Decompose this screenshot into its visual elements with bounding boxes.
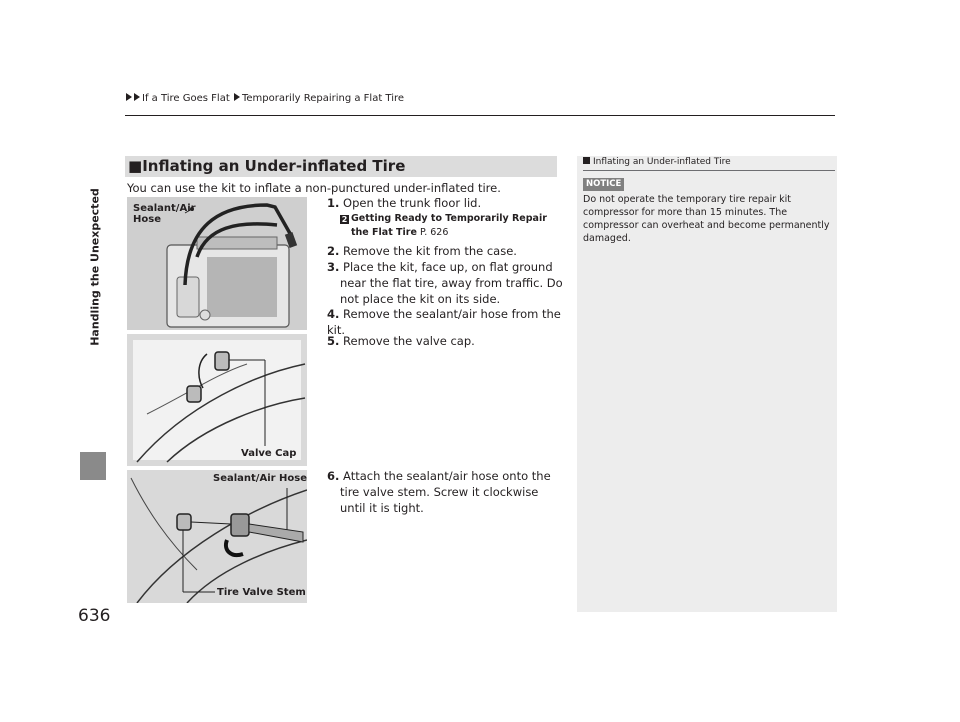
kit-hose-label: Sealant/Air Hose	[133, 203, 196, 225]
chapter-side-label: Handling the Unexpected	[88, 188, 102, 346]
step-1: 1. Open the trunk floor lid.	[327, 196, 482, 210]
step-4: 4. Remove the sealant/air hose from the kit.	[327, 307, 561, 337]
note-marker-icon	[583, 157, 590, 164]
breadcrumb-arrow-icon	[126, 93, 132, 101]
section-title: ■Inflating an Under-inflated Tire	[128, 157, 406, 175]
chapter-tab[interactable]	[80, 452, 106, 480]
valve-cap-illustration	[127, 334, 307, 466]
step-5: 5. Remove the valve cap.	[327, 334, 475, 348]
breadcrumb-arrow-icon	[134, 93, 140, 101]
breadcrumb-arrow-icon	[234, 93, 240, 101]
valve-stem-label: Tire Valve Stem	[217, 587, 306, 598]
section-intro: You can use the kit to inflate a non-punctured under-inflated tire.	[127, 181, 501, 195]
page-number: 636	[78, 606, 111, 626]
section-square-icon: ■	[128, 157, 143, 175]
breadcrumb-parent[interactable]: If a Tire Goes Flat	[142, 93, 230, 104]
valve-cap-label: Valve Cap	[241, 448, 297, 459]
header-rule	[125, 115, 835, 116]
hose-label: Sealant/Air Hose	[213, 473, 307, 484]
note-body: Do not operate the temporary tire repair kit compressor for more than 15 minutes. The compressor can overheat and become permanently damaged.	[583, 194, 830, 244]
reference-arrow-icon: 2	[341, 215, 348, 224]
notice-badge: NOTICE	[583, 178, 624, 191]
breadcrumb-current[interactable]: Temporarily Repairing a Flat Tire	[241, 93, 405, 104]
step-2: 2. Remove the kit from the case.	[327, 244, 517, 258]
valve-stem-illustration	[127, 470, 307, 603]
note-rule	[583, 170, 835, 171]
cross-reference[interactable]: 2 Getting Ready to Temporarily Repair the Flat Tire P. 626	[341, 213, 547, 238]
note-heading: Inflating an Under-inflated Tire	[583, 157, 731, 167]
step-6: 6. Attach the sealant/air hose onto the tire valve stem. Screw it clockwise until it is tight.	[327, 469, 551, 515]
step-3: 3. Place the kit, face up, on flat ground near the flat tire, away from traffic. Do not place the kit on its side.	[327, 260, 563, 306]
repair-kit-illustration	[127, 197, 307, 330]
breadcrumb	[125, 93, 404, 104]
